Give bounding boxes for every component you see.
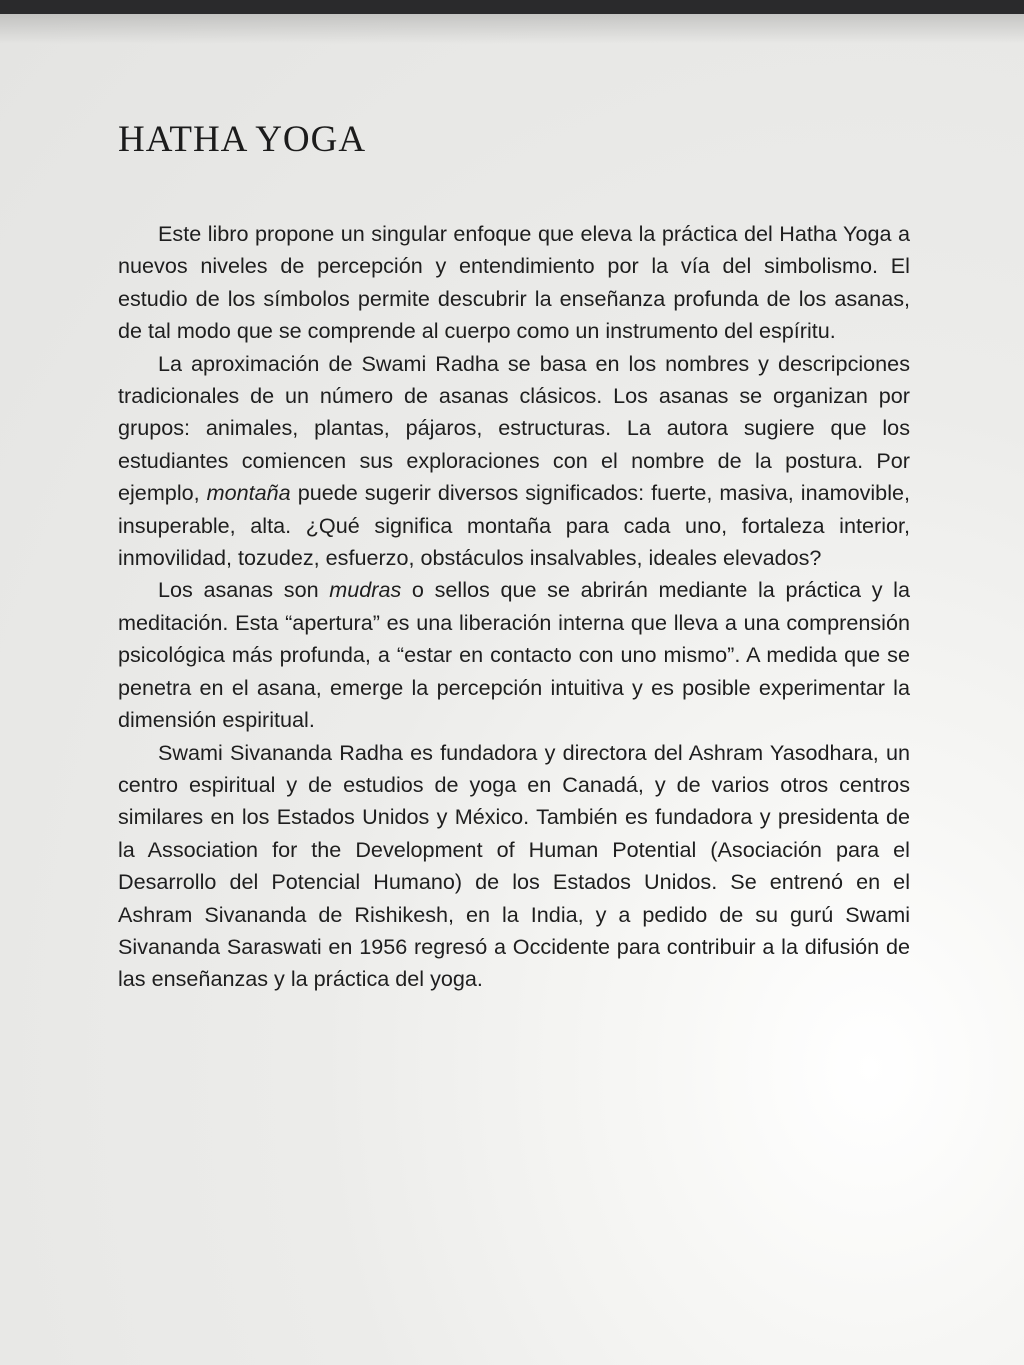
paragraph-mudras-part1: Los asanas son [158, 577, 330, 603]
paragraph-approach-italic: montaña [206, 480, 291, 506]
page-edge-shadow [0, 14, 1024, 44]
book-title: HATHA YOGA [118, 119, 367, 160]
blurb-text [118, 218, 910, 996]
paragraph-approach [118, 348, 910, 575]
paragraph-author: Swami Sivananda Radha es fundadora y directora del Ashram Yasodhara, un centro espiritual y de estudios de yoga en Canadá, y de varios otros centros similares en los Estados Unidos y México. También es fundadora y presidenta de la Association for the Development of Human Potential (Asociación para el Desarrollo del Potencial Humano) de los Estados Unidos. Se entrenó en el Ashram Sivananda de Rishikesh, en la India, y a pedido de su gurú Swami Sivananda Saraswati en 1956 regresó a Occidente para contribuir a la difusión de las enseñanzas y la práctica del yoga. [118, 739, 910, 992]
paragraph-mudras [118, 574, 910, 736]
paragraph-intro: Este libro propone un singular enfoque que eleva la práctica del Hatha Yoga a nuevos niveles de percepción y entendimiento por la vía del simbolismo. El estudio de los símbolos permite descubrir la enseñanza profunda de los asanas, de tal modo que se comprende al cuerpo como un instrumento del espíritu. [118, 221, 910, 344]
paragraph-approach-part1: La aproximación de Swami Radha se basa en los nombres y descripciones tradicionales de un número de asanas clásicos. Los asanas se organizan por grupos: animales, plantas, pájaros, estructuras. La autora sugiere que los estudiantes comiencen sus exploraciones con el nombre de la postura. Por ejemplo, [118, 350, 910, 506]
book-back-cover [0, 14, 1024, 1365]
paragraph-mudras-part2: o sellos que se abrirán mediante la práctica y la meditación. Esta “apertura” es una liberación interna que lleva a una comprensión psicológica más profunda, a “estar en contacto con uno mismo”. A medida que se penetra en el asana, emerge la percepción intuitiva y es posible experimentar la dimensión espiritual. [118, 577, 910, 733]
paragraph-approach-part2: puede sugerir diversos significados: fuerte, masiva, inamovible, insuperable, alta. ¿Qué significa montaña para cada uno, fortaleza interior, inmovilidad, tozudez, esfuerzo, obstáculos insalvables, ideales elevados? [118, 480, 911, 571]
paragraph-mudras-italic: mudras [329, 577, 402, 603]
